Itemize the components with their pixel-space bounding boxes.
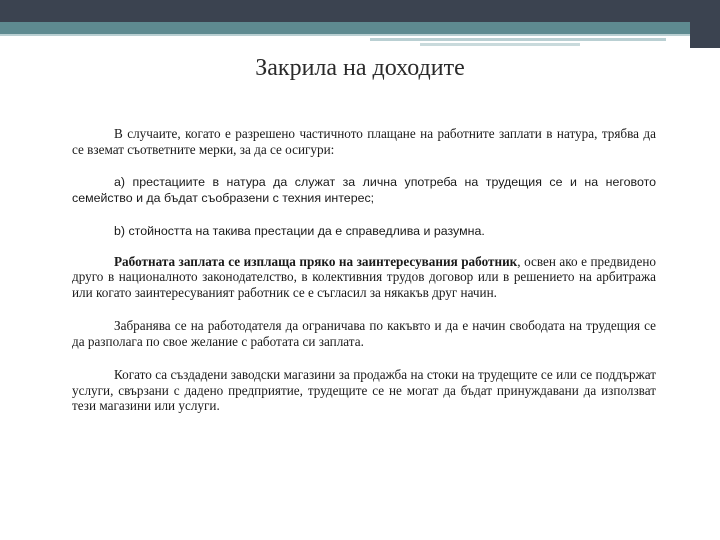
header-bar-dark (0, 0, 720, 22)
header-bar-dark-right (690, 0, 720, 48)
slide-title: Закрила на доходите (255, 55, 465, 81)
paragraph-5: Забранява се на работодателя да ограничава по какъвто и да е начин свободата на трудещия се да разполага по свое желание с работата си заплата. (72, 318, 656, 349)
header-accent-line-short (420, 43, 580, 46)
header-line (0, 34, 690, 36)
header-bar-teal (0, 22, 690, 34)
paragraph-4-bold: Работната заплата се изплаща пряко на заинтересувания работник (114, 253, 518, 269)
paragraph-1: В случаите, когато е разрешено частичното плащане на работните заплати в натура, трябва да се вземат съответните мерки, за да се осигури: (72, 126, 656, 157)
paragraph-4-text: , освен ако е предвидено друго в националното законодателство, в колективния трудов договор или в решението на арбитража или когато заинтересуваният работник се е съгласил за някакъв друг начин. (72, 253, 656, 300)
header-accent-line (370, 38, 666, 41)
paragraph-4 (72, 254, 656, 301)
paragraph-3: b) стойността на такива престации да е справедлива и разумна. (114, 224, 485, 238)
slide-body (72, 126, 656, 432)
paragraph-2: a) престациите в натура да служат за лична употреба на трудещия се и на неговото семейство и да бъдат съобразени с техния интерес; (72, 175, 656, 205)
paragraph-6: Когато са създадени заводски магазини за продажба на стоки на трудещите се или се поддържат услуги, свързани с дадено предприятие, трудещите се не могат да бъдат принуждавани да използват тези магазини или услуги. (72, 367, 656, 413)
